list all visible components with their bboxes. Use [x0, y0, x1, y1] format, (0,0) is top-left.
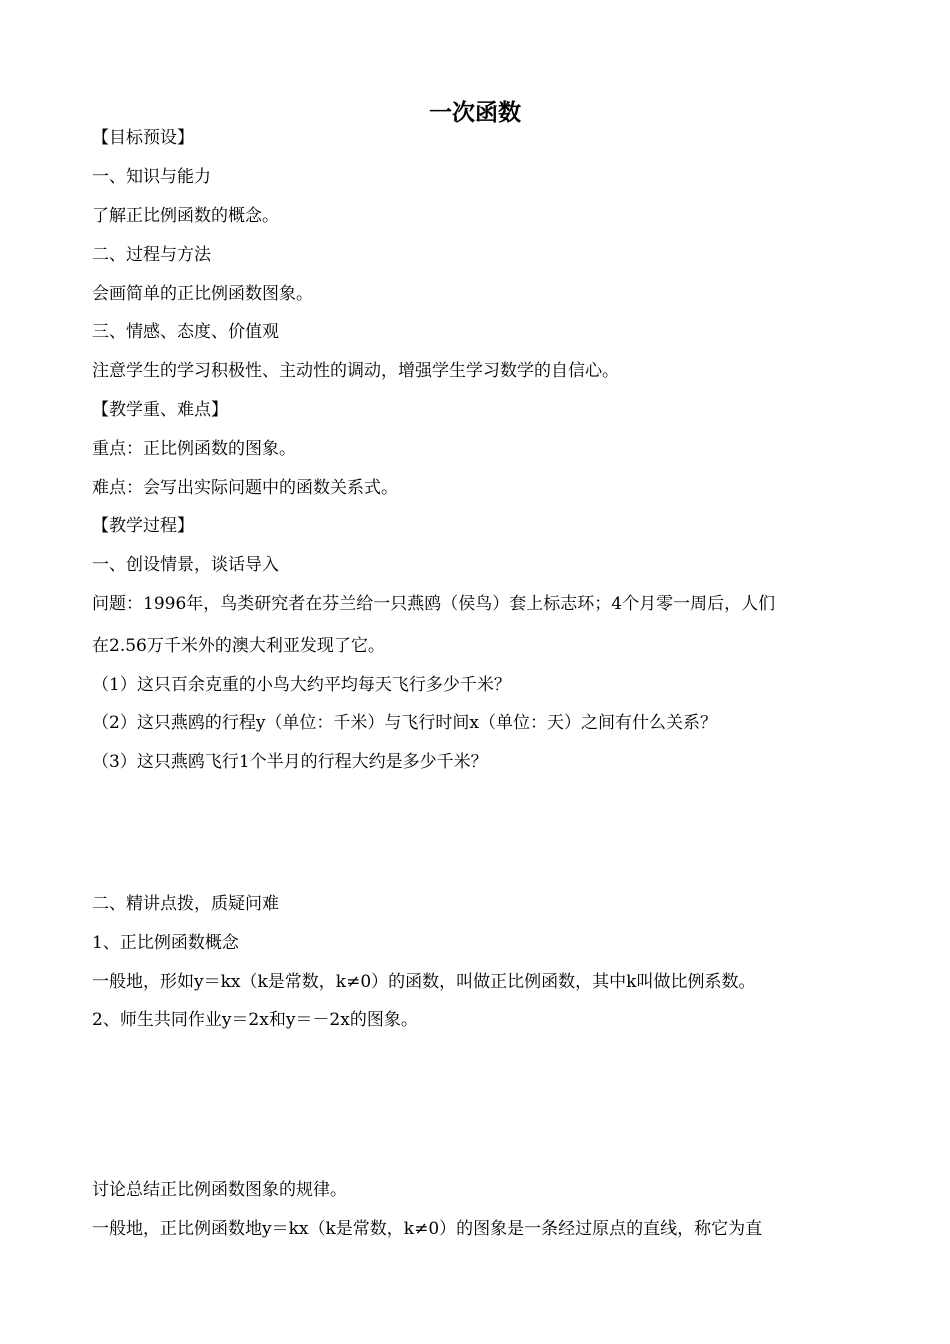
subheading-knowledge: 一、知识与能力 [92, 167, 211, 187]
question-item: （1）这只百余克重的小鸟大约平均每天飞行多少千米？ [92, 675, 511, 695]
paragraph: 注意学生的学习积极性、主动性的调动，增强学生学习数学的自信心。 [92, 361, 619, 381]
question-item: （3）这只燕鸥飞行1个半月的行程大约是多少千米？ [92, 752, 488, 772]
paragraph: 会画简单的正比例函数图象。 [92, 284, 313, 304]
subheading-intro: 一、创设情景，谈话导入 [92, 555, 279, 575]
paragraph: 讨论总结正比例函数图象的规律。 [92, 1180, 347, 1200]
subheading-values: 三、情感、态度、价值观 [92, 322, 279, 342]
subheading-exercise: 2、师生共同作业y＝2x和y＝－2x的图象。 [92, 1010, 418, 1030]
paragraph: 一般地，正比例函数地y＝kx（k是常数，k≠0）的图象是一条经过原点的直线，称它为直 [92, 1219, 763, 1239]
question-item: （2）这只燕鸥的行程y（单位：千米）与飞行时间x（单位：天）之间有什么关系？ [92, 713, 718, 733]
section-heading-key-points: 【教学重、难点】 [92, 400, 228, 420]
paragraph: 了解正比例函数的概念。 [92, 206, 279, 226]
section-heading-goals: 【目标预设】 [92, 128, 194, 148]
subheading-process: 二、过程与方法 [92, 245, 211, 265]
paragraph: 重点：正比例函数的图象。 [92, 439, 296, 459]
paragraph: 在2.56万千米外的澳大利亚发现了它。 [92, 636, 385, 656]
subheading-concept: 1、正比例函数概念 [92, 933, 239, 953]
document-title: 一次函数 [429, 100, 521, 126]
paragraph: 一般地，形如y＝kx（k是常数，k≠0）的函数，叫做正比例函数，其中k叫做比例系数。 [92, 972, 756, 992]
paragraph: 问题：1996年，鸟类研究者在芬兰给一只燕鸥（侯鸟）套上标志环；4个月零一周后，人们 [92, 594, 776, 614]
subheading-explanation: 二、精讲点拨，质疑问难 [92, 894, 279, 914]
section-heading-process: 【教学过程】 [92, 516, 194, 536]
paragraph: 难点：会写出实际问题中的函数关系式。 [92, 478, 398, 498]
